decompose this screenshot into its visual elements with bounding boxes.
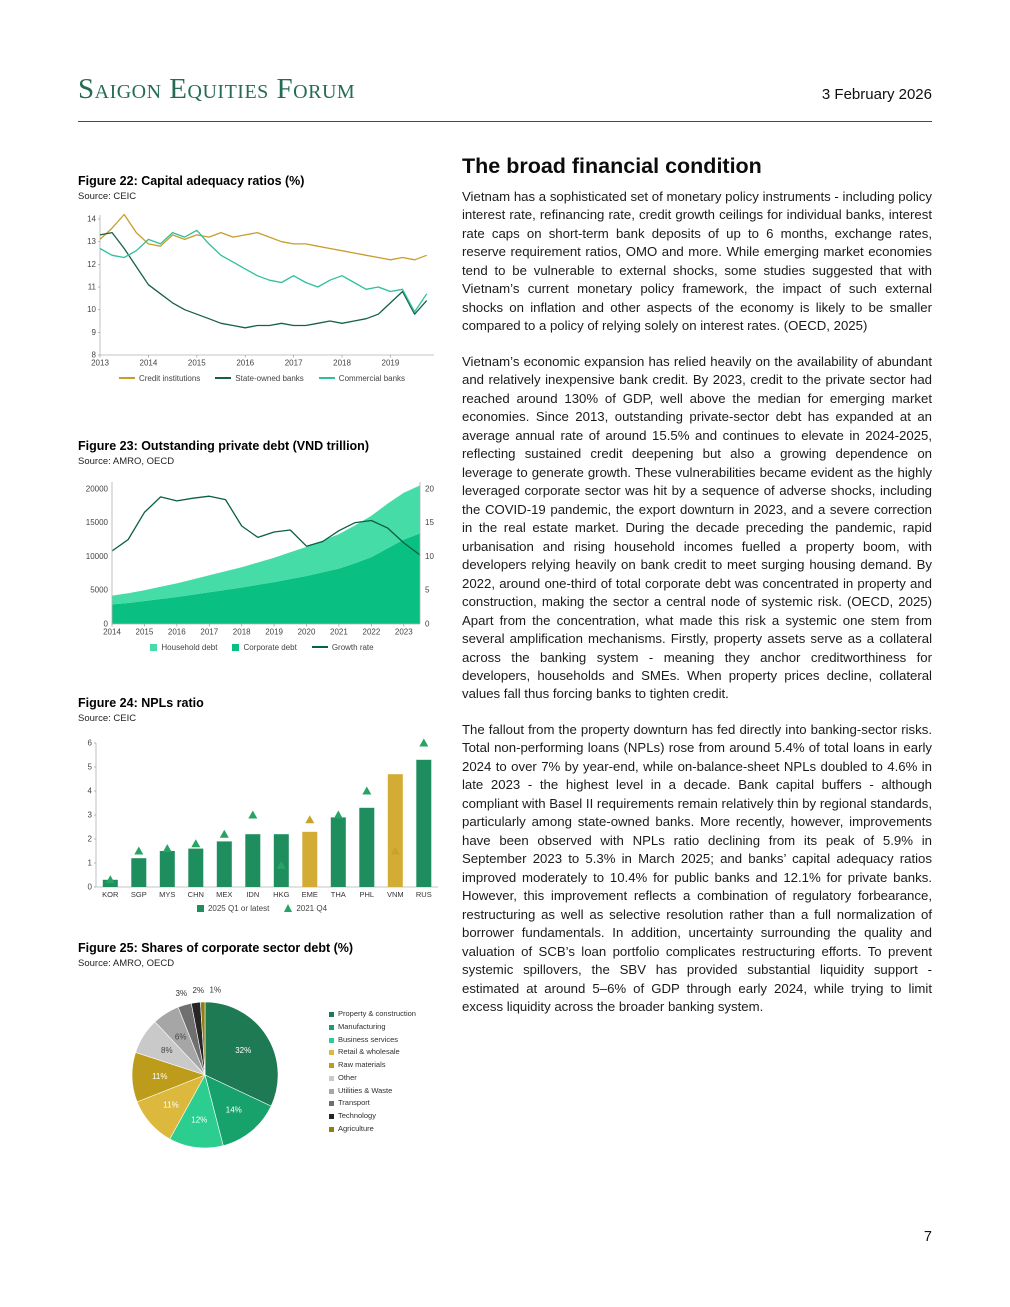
svg-text:0: 0 [103, 619, 108, 629]
page-header [78, 0, 932, 106]
svg-text:12: 12 [87, 259, 96, 269]
svg-text:KOR: KOR [102, 889, 119, 899]
svg-text:0: 0 [425, 619, 430, 629]
svg-text:2018: 2018 [232, 627, 251, 637]
page-body [78, 154, 932, 1168]
paragraph-2: Vietnam’s economic expansion has relied heavily on the availability of abundant and relatively inexpensive bank credit. By 2023, credit to the private sector had reached around 130% of GDP, well above the median for emerging market economies. Since 2013, outstanding private-sector debt has expanded at an average annual rate of around 15.5% and continues to elevate in 2024-2025, reflecting sustained credit deepening but also a growing dependence on leverage to generate growth. These vulnerabilities became evident as the highly leveraged corporate sector was hit by a sequence of adverse shocks, including the COVID-19 pandemic, the export downturn in 2023, and a severe correction in the real estate market. During the decade preceding the pandemic, rapid urbanisation and rising household incomes fuelled a property boom, with developers relying heavily on bank credit to meet surging housing demand. By 2022, around one-third of total corporate debt was concentrated in property and construction, making the sector a central node of systemic risk. (OECD, 2025) Apart from the concentration, what made this risk a systemic one stem from several amplification mechanisms. Firstly, property assets serve as a collateral across the banking system - meaning they anchor creditworthiness for developers, households and SMEs. When property prices decline, collateral values fall thus forcing banks to tighten credit. [462, 353, 932, 702]
svg-text:IDN: IDN [246, 889, 260, 899]
svg-text:2019: 2019 [265, 627, 283, 637]
figure-24-chart: 0 1 2 3 4 5 6 KOR SGP MYS CHN MEX IDN HKG EME THA PHL VNM RUS 2025 Q1 or latest 2021 Q4 [87, 738, 432, 913]
svg-text:4: 4 [87, 786, 92, 796]
figure-25 [78, 941, 446, 1168]
paragraph-3: The fallout from the property downturn has fed directly into banking-sector risks. Total non-performing loans (NPLs) rose from around 5.4% of total loans in early 2024 to over 7% by year-end, while on-balance-sheet NPLs doubled to 4.6% in late 2023 - the highest level in a decade. Bank capital buffers - although compliant with Basel II requirements remain relatively thin by regional standards, particularly among state-owned banks. More recently, however, improvements have been observed with NPLs ratio declining from its peak of 5.9% in September 2023 to 5.3% in March 2025; and banks’ capital adequacy ratios improved moderately to 10.4% for public banks and 12.1% for private banks. However, this improvement reflects a combination of regulatory forbearance, restructuring as well as selective resolution rather than a full normalization of borrower fundamentals. In addition, uncertainty surrounding the quality and valuation of SCB’s loan portfolio complicates restructuring efforts. To prevent systemic spillovers, the SBV has provided substantial liquidity support - estimated at around 5–6% of GDP through early 2024, while trying to limit excess liquidity across the broader banking system. [462, 721, 932, 1015]
svg-text:2016: 2016 [167, 627, 186, 637]
figure-23-title: Figure 23: Outstanding private debt (VND trillion) [78, 438, 369, 453]
figure-25-source: Source: AMRO, OECD [78, 957, 175, 969]
figures-column [78, 154, 446, 1168]
svg-text:3%: 3% [175, 988, 188, 998]
svg-text:32%: 32% [235, 1046, 252, 1056]
svg-text:10: 10 [425, 551, 434, 561]
svg-text:2016: 2016 [236, 358, 255, 368]
svg-text:EME: EME [301, 889, 318, 899]
svg-text:1: 1 [87, 858, 92, 868]
article-column [462, 154, 932, 1168]
svg-text:HKG: HKG [273, 889, 290, 899]
svg-text:VNM: VNM [386, 889, 404, 899]
report-date: 3 February 2026 [821, 85, 932, 103]
svg-text:MYS: MYS [159, 889, 176, 899]
brand-wordmark: Saigon Equities Forum [78, 73, 356, 105]
svg-text:2014: 2014 [103, 627, 121, 637]
svg-text:15000: 15000 [85, 517, 108, 527]
svg-text:20: 20 [425, 484, 434, 494]
svg-text:2021: 2021 [330, 627, 348, 637]
figure-24-title: Figure 24: NPLs ratio [78, 695, 204, 710]
svg-text:2017: 2017 [284, 358, 303, 368]
svg-text:2023: 2023 [394, 627, 413, 637]
figure-22 [78, 174, 446, 383]
svg-text:5000: 5000 [90, 585, 108, 595]
figure-22-source: Source: CEIC [78, 190, 137, 202]
svg-text:THA: THA [330, 889, 346, 899]
figure-22-title: Figure 22: Capital adequacy ratios (%) [78, 173, 305, 188]
svg-text:6: 6 [87, 738, 92, 748]
svg-text:2014: 2014 [139, 358, 158, 368]
svg-text:12%: 12% [191, 1115, 208, 1125]
svg-text:5: 5 [425, 585, 430, 595]
svg-text:5: 5 [87, 762, 92, 772]
svg-text:11%: 11% [152, 1071, 168, 1081]
svg-text:2020: 2020 [297, 627, 316, 637]
page-number: 7 [923, 1229, 932, 1245]
figure-22-chart: 8 9 10 11 12 13 14 2013 2014 2015 2016 2017 2018 2019 Credit institutions State-owned banks Commercial banks [78, 209, 446, 383]
svg-text:RUS: RUS [415, 889, 432, 899]
figure-23-source: Source: AMRO, OECD [78, 455, 175, 467]
svg-text:2015: 2015 [187, 358, 206, 368]
svg-text:MEX: MEX [216, 889, 233, 899]
figure-25-title: Figure 25: Shares of corporate sector debt (%) [78, 940, 354, 955]
section-heading: The broad financial condition [462, 153, 762, 178]
svg-text:2013: 2013 [91, 358, 109, 368]
svg-text:2022: 2022 [362, 627, 381, 637]
svg-text:6%: 6% [174, 1032, 187, 1042]
svg-text:14%: 14% [225, 1105, 242, 1115]
svg-text:PHL: PHL [359, 889, 375, 899]
svg-text:8: 8 [91, 350, 96, 360]
svg-text:8%: 8% [161, 1046, 173, 1056]
paragraph-1: Vietnam has a sophisticated set of monetary policy instruments - including policy interest rate, refinancing rate, credit growth ceilings for individual banks, interest rate caps on short-term bank deposits of up to 6 months, exchange rates, reserve requirement ratios, OMO and more. While emerging market economies tend to be vulnerable to external shocks, some studies suggested that with Vietnam’s current monetary policy framework, the impact of such external shocks on inflation and other aspects of the economy is likely to be smaller compared to a policy of relying solely on interest rates. (OECD, 2025) [462, 188, 932, 334]
svg-text:2018: 2018 [333, 358, 351, 368]
svg-text:13: 13 [87, 237, 96, 247]
svg-text:CHN: CHN [187, 889, 204, 899]
header-divider [78, 121, 932, 122]
svg-text:SGP: SGP [130, 889, 147, 899]
svg-text:11%: 11% [163, 1100, 179, 1110]
svg-text:0: 0 [87, 882, 92, 892]
svg-text:10000: 10000 [85, 551, 108, 561]
svg-text:14: 14 [87, 214, 96, 224]
svg-text:2: 2 [87, 834, 92, 844]
figure-24 [78, 696, 446, 913]
svg-text:2%: 2% [192, 986, 205, 996]
svg-text:3: 3 [87, 810, 92, 820]
figure-25-chart: 32% 14% 12% 11% 11% 8% 6% 3% 2% 1% Property & construction Manufacturing Business services Retail & wholesale Raw materials Other Utilities & Waste Transport Technology Agriculture [78, 976, 446, 1168]
svg-text:1%: 1% [209, 985, 222, 995]
svg-text:10: 10 [87, 305, 96, 315]
svg-text:2019: 2019 [381, 358, 400, 368]
svg-text:9: 9 [91, 327, 96, 337]
svg-text:15: 15 [425, 517, 434, 527]
figure-23 [78, 439, 446, 652]
svg-text:2015: 2015 [135, 627, 154, 637]
svg-text:2017: 2017 [200, 627, 219, 637]
figure-24-source: Source: CEIC [78, 712, 137, 724]
svg-text:11: 11 [87, 282, 96, 292]
svg-text:20000: 20000 [85, 484, 108, 494]
figure-23-chart: 0 5000 10000 15000 20000 0 5 10 15 20 2014 2015 2016 2017 2018 2019 2020 2021 2022 2023 Household debt Corporate debt Growth rate [85, 484, 434, 652]
